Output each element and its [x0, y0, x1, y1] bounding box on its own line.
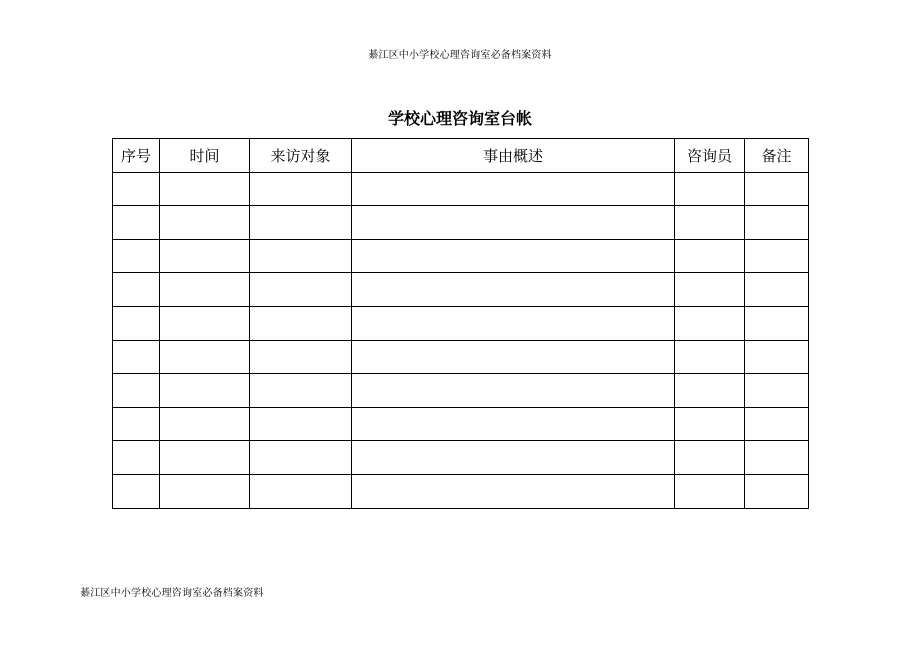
table-cell	[745, 441, 809, 475]
table-cell	[675, 172, 745, 206]
page-footer: 綦江区中小学校心理咨询室必备档案资料	[80, 588, 264, 599]
table-cell	[745, 340, 809, 374]
table-cell	[113, 374, 160, 408]
table-cell	[160, 239, 250, 273]
table-cell	[675, 273, 745, 307]
ledger-table	[112, 138, 809, 509]
table-cell	[160, 273, 250, 307]
table-cell	[113, 441, 160, 475]
table-row	[113, 441, 809, 475]
column-header-remarks: 备注	[745, 139, 809, 173]
table-cell	[250, 172, 352, 206]
table-cell	[352, 273, 675, 307]
table-row	[113, 206, 809, 240]
table-cell	[745, 306, 809, 340]
table-cell	[160, 441, 250, 475]
table-cell	[352, 407, 675, 441]
table-cell	[160, 206, 250, 240]
table-cell	[250, 374, 352, 408]
ledger-body	[113, 172, 809, 508]
table-cell	[675, 474, 745, 508]
table-cell	[250, 340, 352, 374]
table-cell	[352, 172, 675, 206]
table-cell	[160, 340, 250, 374]
table-cell	[113, 273, 160, 307]
table-cell	[160, 306, 250, 340]
table-row	[113, 239, 809, 273]
table-cell	[250, 239, 352, 273]
table-cell	[160, 474, 250, 508]
table-row	[113, 172, 809, 206]
table-cell	[113, 206, 160, 240]
column-header-summary: 事由概述	[352, 139, 675, 173]
table-cell	[113, 407, 160, 441]
table-row	[113, 474, 809, 508]
table-cell	[745, 374, 809, 408]
table-cell	[352, 306, 675, 340]
table-row	[113, 273, 809, 307]
table-cell	[675, 306, 745, 340]
page-header: 綦江区中小学校心理咨询室必备档案资料	[368, 50, 552, 61]
column-header-index: 序号	[113, 139, 160, 173]
table-cell	[675, 340, 745, 374]
table-cell	[250, 441, 352, 475]
table-cell	[352, 206, 675, 240]
table-cell	[745, 474, 809, 508]
column-header-time: 时间	[160, 139, 250, 173]
table-cell	[250, 407, 352, 441]
table-cell	[745, 407, 809, 441]
table-cell	[113, 306, 160, 340]
table-cell	[250, 206, 352, 240]
table-cell	[352, 474, 675, 508]
table-cell	[160, 374, 250, 408]
table-cell	[250, 273, 352, 307]
table-cell	[352, 239, 675, 273]
table-cell	[745, 172, 809, 206]
table-cell	[250, 306, 352, 340]
table-cell	[113, 474, 160, 508]
table-cell	[250, 474, 352, 508]
table-cell	[113, 172, 160, 206]
table-row	[113, 340, 809, 374]
table-cell	[675, 206, 745, 240]
table-cell	[675, 239, 745, 273]
table-cell	[113, 239, 160, 273]
table-cell	[675, 441, 745, 475]
table-cell	[352, 340, 675, 374]
table-header-row	[113, 139, 809, 173]
table-row	[113, 374, 809, 408]
table-cell	[352, 441, 675, 475]
table-cell	[675, 374, 745, 408]
table-cell	[745, 239, 809, 273]
table-cell	[675, 407, 745, 441]
page-title: 学校心理咨询室台帐	[387, 109, 532, 128]
table-cell	[160, 172, 250, 206]
table-cell	[745, 273, 809, 307]
table-cell	[745, 206, 809, 240]
table-cell	[160, 407, 250, 441]
table-cell	[113, 340, 160, 374]
table-cell	[352, 374, 675, 408]
column-header-visitor: 来访对象	[250, 139, 352, 173]
column-header-counselor: 咨询员	[675, 139, 745, 173]
table-row	[113, 306, 809, 340]
table-row	[113, 407, 809, 441]
